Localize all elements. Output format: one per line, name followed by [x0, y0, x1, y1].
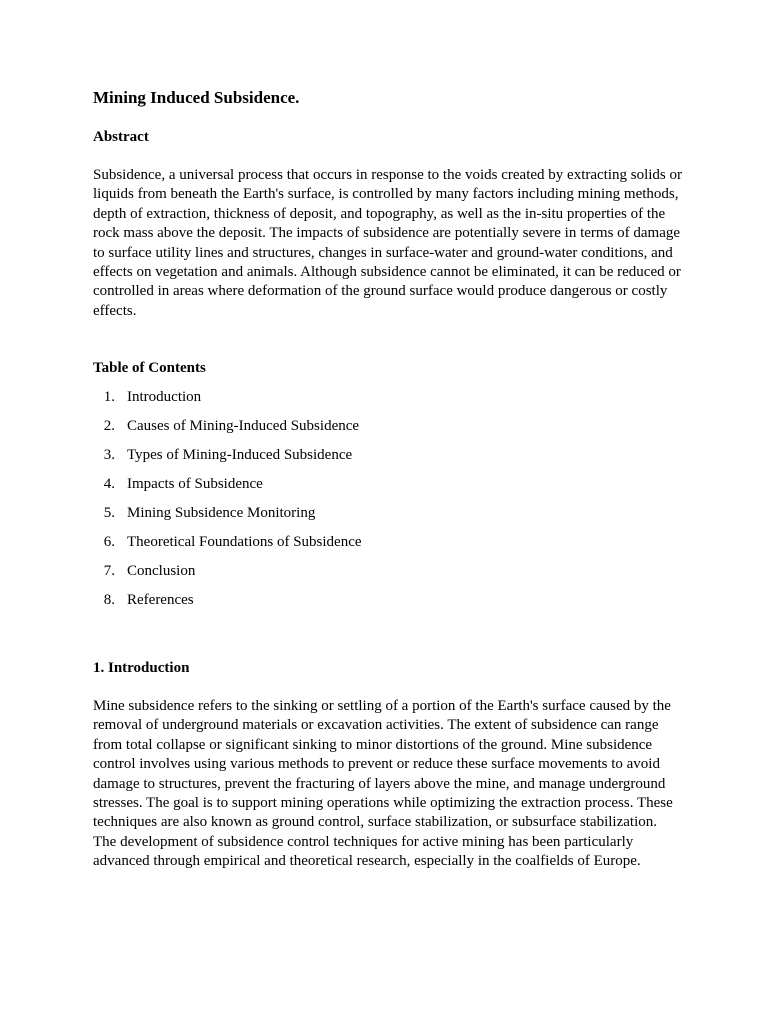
toc-item-number: 5. [103, 505, 115, 521]
toc-item-types[interactable] [93, 446, 362, 475]
toc-item-label: Mining Subsidence Monitoring [127, 505, 316, 521]
toc-item-theoretical-foundations[interactable] [93, 533, 362, 562]
abstract-paragraph: Subsidence, a universal process that occurs in response to the voids created by extracting solids or liquids from beneath the Earth's surface, is controlled by many factors including mining methods, depth of extraction, thickness of deposit, and topography, as well as the in-situ properties of the rock mass above the deposit. The impacts of subsidence are potentially severe in terms of damage to surface utility lines and structures, changes in surface-water and ground-water conditions, and effects on vegetation and animals. Although subsidence cannot be eliminated, it can be reduced or controlled in areas where deformation of the ground surface would produce dangerous or costly effects. [93, 167, 683, 319]
toc-item-label: Conclusion [127, 563, 196, 579]
toc-item-introduction[interactable] [93, 388, 362, 417]
toc-item-number: 8. [103, 592, 115, 608]
toc-item-label: Types of Mining-Induced Subsidence [127, 447, 353, 463]
toc-item-conclusion[interactable] [93, 562, 362, 591]
toc-item-number: 1. [103, 389, 115, 405]
toc-item-causes[interactable] [93, 417, 362, 446]
toc-item-number: 4. [103, 476, 115, 492]
document-title: Mining Induced Subsidence. [93, 88, 300, 107]
toc-item-label: References [127, 592, 194, 608]
toc-item-number: 6. [103, 534, 115, 550]
toc-item-label: Impacts of Subsidence [127, 476, 263, 492]
toc-item-impacts[interactable] [93, 475, 362, 504]
table-of-contents [93, 388, 362, 620]
introduction-heading: 1. Introduction [93, 660, 190, 676]
abstract-heading: Abstract [93, 129, 149, 145]
toc-item-number: 7. [103, 563, 115, 579]
introduction-paragraph: Mine subsidence refers to the sinking or settling of a portion of the Earth's surface caused by the removal of underground materials or excavation activities. The extent of subsidence can range from total collapse or significant sinking to minor distortions of the ground. Mine subsidence control involves using various methods to prevent or reduce these surface movements to avoid damage to structures, prevent the fracturing of layers above the mine, and manage underground stresses. The goal is to support mining operations while optimizing the extraction process. These techniques are also known as ground control, surface stabilization, or subsurface stabilization. The development of subsidence control techniques for active mining has been particularly advanced through empirical and theoretical research, especially in the coalfields of Europe. [93, 698, 673, 870]
toc-item-number: 2. [103, 418, 115, 434]
toc-item-references[interactable] [93, 591, 362, 620]
toc-heading: Table of Contents [93, 360, 206, 376]
toc-item-label: Introduction [127, 389, 202, 405]
toc-item-number: 3. [103, 447, 115, 463]
toc-item-label: Theoretical Foundations of Subsidence [127, 534, 362, 550]
toc-item-monitoring[interactable] [93, 504, 362, 533]
toc-item-label: Causes of Mining-Induced Subsidence [127, 418, 360, 434]
